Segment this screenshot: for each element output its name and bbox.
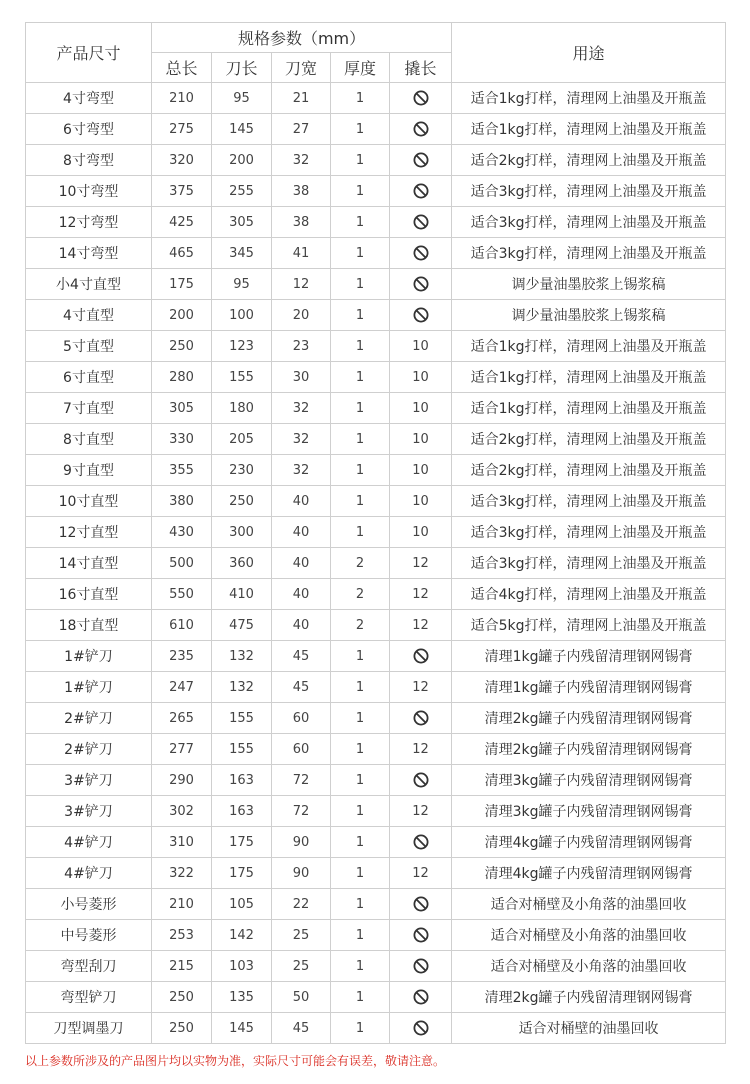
header-thickness: 厚度 [331, 53, 390, 83]
thickness-cell: 1 [331, 486, 390, 517]
thickness-cell: 1 [331, 951, 390, 982]
product-name-cell: 5寸直型 [26, 331, 152, 362]
total-length-cell: 235 [152, 641, 212, 672]
header-spec-group: 规格参数（mm） [152, 23, 452, 53]
table-row [26, 393, 726, 424]
blade-width-cell: 40 [272, 486, 331, 517]
table-row [26, 951, 726, 982]
prohibited-icon [413, 307, 429, 323]
table-row [26, 734, 726, 765]
blade-width-cell: 60 [272, 734, 331, 765]
prohibited-icon [413, 245, 429, 261]
pry-length-cell [390, 920, 452, 951]
blade-length-cell: 132 [212, 641, 272, 672]
blade-length-cell: 103 [212, 951, 272, 982]
blade-length-cell: 250 [212, 486, 272, 517]
blade-width-cell: 90 [272, 827, 331, 858]
usage-cell: 清理2kg罐子内残留清理钢网锡膏 [452, 734, 726, 765]
pry-length-cell: 12 [390, 734, 452, 765]
table-row [26, 114, 726, 145]
blade-length-cell: 255 [212, 176, 272, 207]
table-row [26, 982, 726, 1013]
total-length-cell: 215 [152, 951, 212, 982]
prohibited-icon [413, 834, 429, 850]
usage-cell: 适合对桶壁及小角落的油墨回收 [452, 951, 726, 982]
prohibited-icon [413, 896, 429, 912]
usage-cell: 清理2kg罐子内残留清理钢网锡膏 [452, 703, 726, 734]
thickness-cell: 1 [331, 982, 390, 1013]
pry-length-cell [390, 269, 452, 300]
usage-cell: 适合3kg打样，清理网上油墨及开瓶盖 [452, 486, 726, 517]
blade-width-cell: 25 [272, 920, 331, 951]
table-row [26, 269, 726, 300]
prohibited-icon [413, 183, 429, 199]
usage-cell: 适合4kg打样，清理网上油墨及开瓶盖 [452, 579, 726, 610]
usage-cell: 清理2kg罐子内残留清理钢网锡膏 [452, 982, 726, 1013]
blade-length-cell: 345 [212, 238, 272, 269]
prohibited-icon [413, 214, 429, 230]
pry-length-cell [390, 703, 452, 734]
table-row [26, 83, 726, 114]
product-name-cell: 2#铲刀 [26, 703, 152, 734]
usage-cell: 清理4kg罐子内残留清理钢网锡膏 [452, 827, 726, 858]
blade-width-cell: 12 [272, 269, 331, 300]
prohibited-icon [413, 927, 429, 943]
spec-table-body [26, 83, 726, 1044]
product-name-cell: 4#铲刀 [26, 827, 152, 858]
total-length-cell: 210 [152, 889, 212, 920]
blade-width-cell: 72 [272, 796, 331, 827]
thickness-cell: 1 [331, 455, 390, 486]
total-length-cell: 465 [152, 238, 212, 269]
usage-cell: 适合3kg打样，清理网上油墨及开瓶盖 [452, 207, 726, 238]
table-row [26, 889, 726, 920]
total-length-cell: 175 [152, 269, 212, 300]
pry-length-cell: 12 [390, 548, 452, 579]
table-row [26, 145, 726, 176]
blade-width-cell: 23 [272, 331, 331, 362]
usage-cell: 清理3kg罐子内残留清理钢网锡膏 [452, 765, 726, 796]
blade-length-cell: 145 [212, 114, 272, 145]
pry-length-cell: 10 [390, 331, 452, 362]
thickness-cell: 1 [331, 641, 390, 672]
blade-width-cell: 20 [272, 300, 331, 331]
product-name-cell: 4#铲刀 [26, 858, 152, 889]
usage-cell: 调少量油墨胶浆上锡浆稿 [452, 269, 726, 300]
blade-length-cell: 135 [212, 982, 272, 1013]
blade-width-cell: 40 [272, 610, 331, 641]
usage-cell: 清理3kg罐子内残留清理钢网锡膏 [452, 796, 726, 827]
header-total-length: 总长 [152, 53, 212, 83]
pry-length-cell: 10 [390, 393, 452, 424]
product-name-cell: 6寸弯型 [26, 114, 152, 145]
table-row [26, 858, 726, 889]
prohibited-icon [413, 710, 429, 726]
total-length-cell: 250 [152, 1013, 212, 1044]
blade-length-cell: 360 [212, 548, 272, 579]
usage-cell: 适合2kg打样，清理网上油墨及开瓶盖 [452, 455, 726, 486]
thickness-cell: 1 [331, 269, 390, 300]
product-name-cell: 7寸直型 [26, 393, 152, 424]
usage-cell: 调少量油墨胶浆上锡浆稿 [452, 300, 726, 331]
blade-length-cell: 105 [212, 889, 272, 920]
pry-length-cell [390, 765, 452, 796]
table-row [26, 765, 726, 796]
product-name-cell: 10寸弯型 [26, 176, 152, 207]
usage-cell: 适合对桶壁及小角落的油墨回收 [452, 920, 726, 951]
table-row [26, 331, 726, 362]
thickness-cell: 1 [331, 300, 390, 331]
blade-width-cell: 25 [272, 951, 331, 982]
product-name-cell: 10寸直型 [26, 486, 152, 517]
blade-width-cell: 40 [272, 517, 331, 548]
blade-length-cell: 175 [212, 858, 272, 889]
thickness-cell: 1 [331, 765, 390, 796]
table-row [26, 362, 726, 393]
thickness-cell: 1 [331, 1013, 390, 1044]
pry-length-cell [390, 641, 452, 672]
usage-cell: 适合3kg打样，清理网上油墨及开瓶盖 [452, 517, 726, 548]
table-row [26, 300, 726, 331]
thickness-cell: 1 [331, 796, 390, 827]
pry-length-cell: 12 [390, 672, 452, 703]
table-row [26, 703, 726, 734]
table-row [26, 641, 726, 672]
blade-length-cell: 132 [212, 672, 272, 703]
spec-table [25, 22, 726, 1044]
table-row [26, 579, 726, 610]
thickness-cell: 1 [331, 238, 390, 269]
total-length-cell: 253 [152, 920, 212, 951]
table-row [26, 827, 726, 858]
total-length-cell: 265 [152, 703, 212, 734]
total-length-cell: 375 [152, 176, 212, 207]
blade-width-cell: 32 [272, 145, 331, 176]
product-name-cell: 1#铲刀 [26, 641, 152, 672]
thickness-cell: 1 [331, 858, 390, 889]
product-name-cell: 8寸直型 [26, 424, 152, 455]
thickness-cell: 1 [331, 114, 390, 145]
header-product-size: 产品尺寸 [26, 23, 152, 83]
total-length-cell: 330 [152, 424, 212, 455]
table-row [26, 207, 726, 238]
usage-cell: 适合3kg打样，清理网上油墨及开瓶盖 [452, 238, 726, 269]
prohibited-icon [413, 90, 429, 106]
blade-length-cell: 205 [212, 424, 272, 455]
usage-cell: 适合1kg打样，清理网上油墨及开瓶盖 [452, 83, 726, 114]
prohibited-icon [413, 121, 429, 137]
table-row [26, 548, 726, 579]
pry-length-cell: 10 [390, 362, 452, 393]
blade-width-cell: 40 [272, 579, 331, 610]
pry-length-cell: 12 [390, 610, 452, 641]
prohibited-icon [413, 1020, 429, 1036]
pry-length-cell [390, 982, 452, 1013]
thickness-cell: 1 [331, 827, 390, 858]
header-blade-width: 刀宽 [272, 53, 331, 83]
product-name-cell: 小号菱形 [26, 889, 152, 920]
thickness-cell: 1 [331, 734, 390, 765]
product-name-cell: 12寸弯型 [26, 207, 152, 238]
blade-width-cell: 45 [272, 672, 331, 703]
pry-length-cell: 10 [390, 424, 452, 455]
total-length-cell: 322 [152, 858, 212, 889]
prohibited-icon [413, 276, 429, 292]
blade-length-cell: 410 [212, 579, 272, 610]
product-name-cell: 刀型调墨刀 [26, 1013, 152, 1044]
usage-cell: 适合1kg打样，清理网上油墨及开瓶盖 [452, 114, 726, 145]
footnote: 以上参数所涉及的产品图片均以实物为准，实际尺寸可能会有误差，敬请注意。 [25, 1054, 446, 1068]
total-length-cell: 200 [152, 300, 212, 331]
blade-length-cell: 475 [212, 610, 272, 641]
table-row [26, 796, 726, 827]
usage-cell: 适合5kg打样，清理网上油墨及开瓶盖 [452, 610, 726, 641]
total-length-cell: 250 [152, 331, 212, 362]
total-length-cell: 280 [152, 362, 212, 393]
product-name-cell: 3#铲刀 [26, 796, 152, 827]
product-name-cell: 3#铲刀 [26, 765, 152, 796]
blade-length-cell: 175 [212, 827, 272, 858]
blade-length-cell: 163 [212, 796, 272, 827]
product-name-cell: 16寸直型 [26, 579, 152, 610]
pry-length-cell [390, 238, 452, 269]
blade-length-cell: 100 [212, 300, 272, 331]
total-length-cell: 550 [152, 579, 212, 610]
blade-length-cell: 305 [212, 207, 272, 238]
blade-width-cell: 30 [272, 362, 331, 393]
blade-width-cell: 50 [272, 982, 331, 1013]
table-row [26, 486, 726, 517]
product-name-cell: 12寸直型 [26, 517, 152, 548]
pry-length-cell [390, 1013, 452, 1044]
blade-length-cell: 200 [212, 145, 272, 176]
product-name-cell: 弯型铲刀 [26, 982, 152, 1013]
pry-length-cell: 12 [390, 796, 452, 827]
header-blade-length: 刀长 [212, 53, 272, 83]
pry-length-cell: 10 [390, 486, 452, 517]
pry-length-cell [390, 114, 452, 145]
product-name-cell: 1#铲刀 [26, 672, 152, 703]
thickness-cell: 1 [331, 424, 390, 455]
thickness-cell: 1 [331, 889, 390, 920]
thickness-cell: 1 [331, 331, 390, 362]
total-length-cell: 275 [152, 114, 212, 145]
blade-length-cell: 163 [212, 765, 272, 796]
prohibited-icon [413, 958, 429, 974]
thickness-cell: 1 [331, 517, 390, 548]
thickness-cell: 1 [331, 145, 390, 176]
total-length-cell: 380 [152, 486, 212, 517]
product-name-cell: 9寸直型 [26, 455, 152, 486]
table-row [26, 517, 726, 548]
pry-length-cell [390, 951, 452, 982]
prohibited-icon [413, 648, 429, 664]
thickness-cell: 1 [331, 207, 390, 238]
usage-cell: 适合1kg打样，清理网上油墨及开瓶盖 [452, 331, 726, 362]
table-row [26, 672, 726, 703]
total-length-cell: 310 [152, 827, 212, 858]
pry-length-cell: 12 [390, 579, 452, 610]
usage-cell: 适合3kg打样，清理网上油墨及开瓶盖 [452, 176, 726, 207]
total-length-cell: 210 [152, 83, 212, 114]
table-row [26, 424, 726, 455]
table-row [26, 1013, 726, 1044]
pry-length-cell [390, 176, 452, 207]
thickness-cell: 2 [331, 579, 390, 610]
blade-length-cell: 230 [212, 455, 272, 486]
blade-width-cell: 90 [272, 858, 331, 889]
blade-width-cell: 40 [272, 548, 331, 579]
blade-width-cell: 21 [272, 83, 331, 114]
total-length-cell: 305 [152, 393, 212, 424]
usage-cell: 适合2kg打样，清理网上油墨及开瓶盖 [452, 145, 726, 176]
pry-length-cell [390, 145, 452, 176]
blade-length-cell: 155 [212, 703, 272, 734]
blade-width-cell: 60 [272, 703, 331, 734]
total-length-cell: 302 [152, 796, 212, 827]
blade-length-cell: 123 [212, 331, 272, 362]
table-row [26, 176, 726, 207]
usage-cell: 清理1kg罐子内残留清理钢网锡膏 [452, 672, 726, 703]
product-name-cell: 弯型刮刀 [26, 951, 152, 982]
prohibited-icon [413, 772, 429, 788]
total-length-cell: 430 [152, 517, 212, 548]
product-name-cell: 中号菱形 [26, 920, 152, 951]
blade-length-cell: 155 [212, 362, 272, 393]
blade-length-cell: 142 [212, 920, 272, 951]
prohibited-icon [413, 989, 429, 1005]
blade-width-cell: 45 [272, 1013, 331, 1044]
total-length-cell: 277 [152, 734, 212, 765]
table-row [26, 238, 726, 269]
usage-cell: 适合1kg打样，清理网上油墨及开瓶盖 [452, 393, 726, 424]
table-row [26, 920, 726, 951]
usage-cell: 适合3kg打样，清理网上油墨及开瓶盖 [452, 548, 726, 579]
blade-width-cell: 32 [272, 455, 331, 486]
blade-width-cell: 32 [272, 393, 331, 424]
total-length-cell: 425 [152, 207, 212, 238]
blade-width-cell: 38 [272, 176, 331, 207]
usage-cell: 适合2kg打样，清理网上油墨及开瓶盖 [452, 424, 726, 455]
total-length-cell: 610 [152, 610, 212, 641]
product-name-cell: 4寸弯型 [26, 83, 152, 114]
total-length-cell: 500 [152, 548, 212, 579]
table-row [26, 455, 726, 486]
thickness-cell: 2 [331, 548, 390, 579]
usage-cell: 清理1kg罐子内残留清理钢网锡膏 [452, 641, 726, 672]
total-length-cell: 320 [152, 145, 212, 176]
blade-length-cell: 95 [212, 83, 272, 114]
pry-length-cell: 12 [390, 858, 452, 889]
product-name-cell: 14寸直型 [26, 548, 152, 579]
blade-width-cell: 22 [272, 889, 331, 920]
product-name-cell: 4寸直型 [26, 300, 152, 331]
blade-width-cell: 38 [272, 207, 331, 238]
product-name-cell: 6寸直型 [26, 362, 152, 393]
thickness-cell: 1 [331, 393, 390, 424]
usage-cell: 适合对桶壁的油墨回收 [452, 1013, 726, 1044]
blade-length-cell: 180 [212, 393, 272, 424]
product-name-cell: 18寸直型 [26, 610, 152, 641]
blade-width-cell: 32 [272, 424, 331, 455]
blade-width-cell: 72 [272, 765, 331, 796]
header-usage: 用途 [452, 23, 726, 83]
pry-length-cell [390, 207, 452, 238]
usage-cell: 适合1kg打样，清理网上油墨及开瓶盖 [452, 362, 726, 393]
thickness-cell: 1 [331, 920, 390, 951]
pry-length-cell [390, 300, 452, 331]
product-name-cell: 2#铲刀 [26, 734, 152, 765]
blade-width-cell: 27 [272, 114, 331, 145]
pry-length-cell: 10 [390, 517, 452, 548]
thickness-cell: 1 [331, 176, 390, 207]
blade-length-cell: 155 [212, 734, 272, 765]
thickness-cell: 2 [331, 610, 390, 641]
thickness-cell: 1 [331, 83, 390, 114]
pry-length-cell [390, 83, 452, 114]
total-length-cell: 247 [152, 672, 212, 703]
product-name-cell: 8寸弯型 [26, 145, 152, 176]
pry-length-cell [390, 827, 452, 858]
usage-cell: 清理4kg罐子内残留清理钢网锡膏 [452, 858, 726, 889]
header-pry-length: 撬长 [390, 53, 452, 83]
pry-length-cell: 10 [390, 455, 452, 486]
blade-length-cell: 95 [212, 269, 272, 300]
product-name-cell: 14寸弯型 [26, 238, 152, 269]
product-name-cell: 小4寸直型 [26, 269, 152, 300]
total-length-cell: 355 [152, 455, 212, 486]
blade-length-cell: 300 [212, 517, 272, 548]
blade-width-cell: 41 [272, 238, 331, 269]
table-row [26, 610, 726, 641]
thickness-cell: 1 [331, 672, 390, 703]
total-length-cell: 250 [152, 982, 212, 1013]
total-length-cell: 290 [152, 765, 212, 796]
thickness-cell: 1 [331, 703, 390, 734]
thickness-cell: 1 [331, 362, 390, 393]
blade-width-cell: 45 [272, 641, 331, 672]
pry-length-cell [390, 889, 452, 920]
blade-length-cell: 145 [212, 1013, 272, 1044]
prohibited-icon [413, 152, 429, 168]
usage-cell: 适合对桶壁及小角落的油墨回收 [452, 889, 726, 920]
